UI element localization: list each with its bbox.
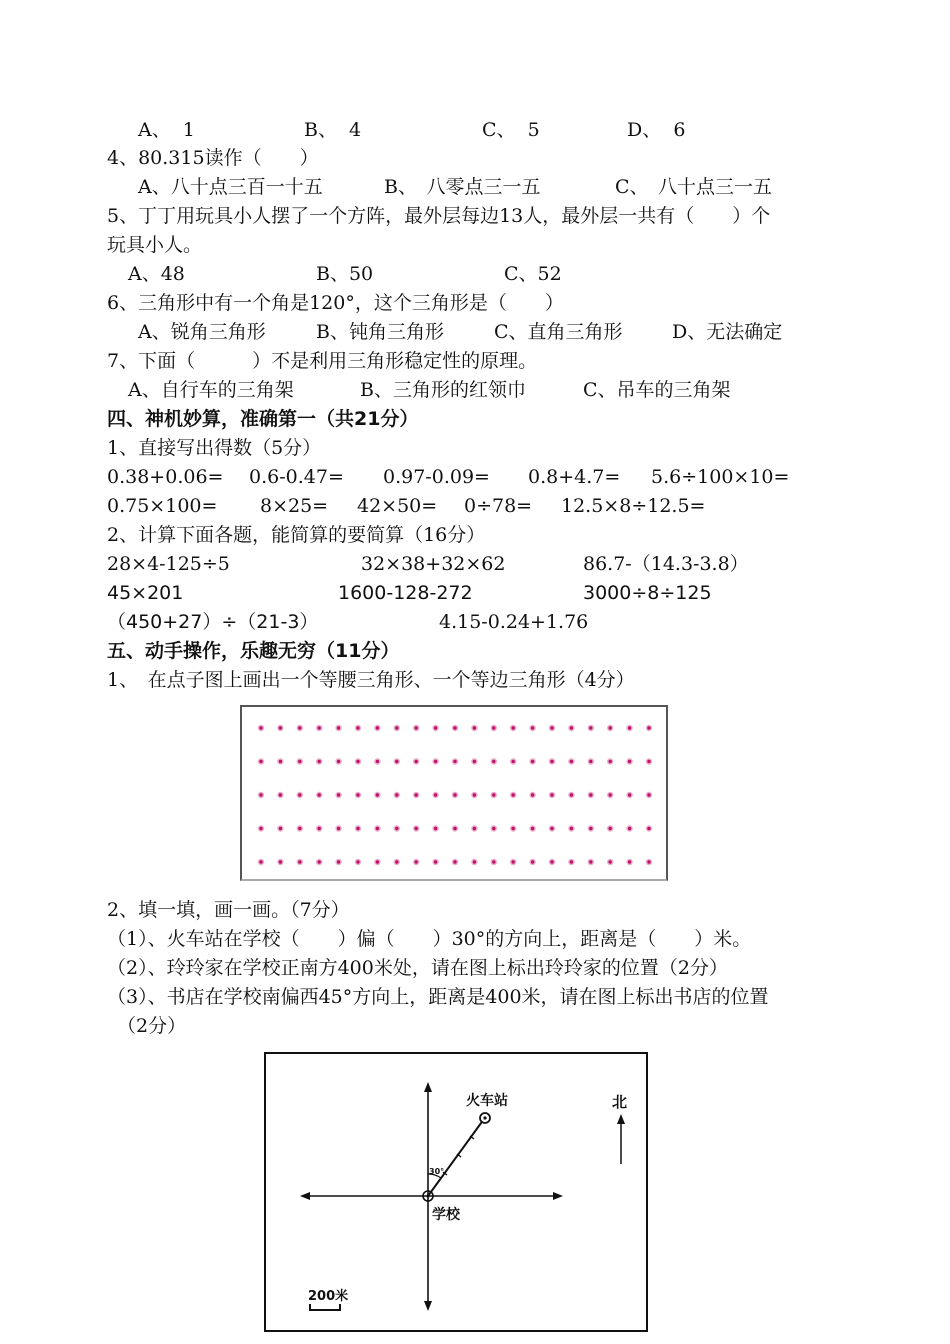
grid-dot[interactable] (298, 726, 301, 729)
oral-calc: 0÷78= (464, 495, 533, 517)
north-label: 北 (612, 1093, 628, 1111)
grid-dot[interactable] (531, 793, 534, 796)
grid-dot[interactable] (589, 860, 592, 863)
oral-calc: 12.5×8÷12.5= (561, 495, 706, 517)
q5-option-b: B、50 (316, 263, 374, 285)
oral-calc: 8×25= (260, 495, 329, 517)
grid-dot[interactable] (395, 793, 398, 796)
grid-dot[interactable] (395, 726, 398, 729)
grid-dot[interactable] (337, 827, 340, 830)
q4-stem: 4、80.315读作（ ） (107, 147, 319, 169)
grid-dot[interactable] (259, 793, 262, 796)
grid-dot[interactable] (589, 827, 592, 830)
section5-part2-title: 2、填一填，画一画。（7分） (107, 899, 350, 921)
q5-option-c: C、52 (504, 263, 562, 285)
q4-option-b: B、 八零点三一五 (384, 176, 541, 198)
grid-dot[interactable] (550, 760, 553, 763)
grid-dot[interactable] (434, 793, 437, 796)
grid-dot[interactable] (434, 760, 437, 763)
grid-dot[interactable] (609, 793, 612, 796)
grid-dot[interactable] (415, 793, 418, 796)
q5-stem-line1: 5、丁丁用玩具小人摆了一个方阵，最外层每边13人，最外层一共有（ ）个 (107, 205, 771, 227)
oral-calc: 42×50= (357, 495, 438, 517)
grid-dot[interactable] (376, 760, 379, 763)
grid-dot[interactable] (628, 793, 631, 796)
grid-dot[interactable] (434, 827, 437, 830)
grid-dot[interactable] (337, 760, 340, 763)
grid-dot[interactable] (647, 827, 650, 830)
grid-dot[interactable] (473, 793, 476, 796)
grid-dot[interactable] (356, 760, 359, 763)
grid-dot[interactable] (512, 760, 515, 763)
calc-problem: 1600-128-272 (338, 582, 473, 604)
section4-part1-title: 1、直接写出得数（5分） (107, 437, 322, 459)
oral-calc: 0.8+4.7= (528, 466, 621, 488)
grid-dot[interactable] (492, 793, 495, 796)
grid-dot[interactable] (337, 860, 340, 863)
grid-dot[interactable] (356, 793, 359, 796)
grid-dot[interactable] (512, 726, 515, 729)
grid-dot[interactable] (512, 793, 515, 796)
calc-problem: 3000÷8÷125 (583, 582, 712, 604)
grid-dot[interactable] (647, 726, 650, 729)
grid-dot[interactable] (609, 827, 612, 830)
section4-title: 四、神机妙算，准确第一（共21分） (107, 408, 419, 430)
grid-dot[interactable] (453, 793, 456, 796)
grid-dot[interactable] (259, 860, 262, 863)
grid-dot[interactable] (550, 827, 553, 830)
grid-dot[interactable] (531, 860, 534, 863)
grid-dot[interactable] (395, 760, 398, 763)
grid-dot[interactable] (550, 860, 553, 863)
west-arrowhead (300, 1192, 310, 1200)
q6-stem: 6、三角形中有一个角是120°，这个三角形是（ ） (107, 292, 564, 314)
grid-dot[interactable] (318, 793, 321, 796)
q7-option-a: A、自行车的三角架 (128, 379, 294, 401)
grid-dot[interactable] (647, 860, 650, 863)
grid-dot[interactable] (453, 860, 456, 863)
section4-part2-title: 2、计算下面各题，能简算的要简算（16分） (107, 524, 486, 546)
grid-dot[interactable] (453, 760, 456, 763)
grid-dot[interactable] (259, 726, 262, 729)
grid-dot[interactable] (434, 726, 437, 729)
grid-dot[interactable] (376, 827, 379, 830)
direction-map[interactable] (264, 1052, 648, 1332)
grid-dot[interactable] (298, 760, 301, 763)
q5-stem-line2: 玩具小人。 (107, 234, 203, 256)
calc-problem: 4.15-0.24+1.76 (439, 611, 589, 633)
grid-dot[interactable] (259, 827, 262, 830)
grid-dot[interactable] (376, 860, 379, 863)
oral-calc: 0.97-0.09= (383, 466, 490, 488)
grid-dot[interactable] (395, 827, 398, 830)
grid-dot[interactable] (337, 793, 340, 796)
grid-dot[interactable] (415, 760, 418, 763)
grid-dot[interactable] (647, 793, 650, 796)
grid-dot[interactable] (376, 793, 379, 796)
grid-dot[interactable] (531, 726, 534, 729)
calc-problem: 28×4-125÷5 (107, 553, 230, 575)
grid-dot[interactable] (356, 726, 359, 729)
station-direction-line (428, 1119, 484, 1196)
grid-dot[interactable] (473, 760, 476, 763)
q3-option-b: B、 4 (304, 119, 362, 141)
angle-label: 30° (429, 1167, 445, 1176)
calc-problem: （450+27）÷（21-3） (107, 611, 319, 633)
oral-calc: 0.38+0.06= (107, 466, 224, 488)
grid-dot[interactable] (647, 760, 650, 763)
grid-dot[interactable] (628, 726, 631, 729)
direction-map-svg (266, 1054, 646, 1330)
north-indicator-arrowhead (617, 1114, 625, 1124)
station-marker-center (483, 1116, 486, 1119)
q6-option-d: D、无法确定 (672, 321, 783, 343)
east-arrowhead (553, 1192, 563, 1200)
grid-dot[interactable] (492, 827, 495, 830)
grid-dot[interactable] (298, 860, 301, 863)
section5-part1-title: 1、 在点子图上画出一个等腰三角形、一个等边三角形（4分） (107, 669, 635, 691)
grid-dot[interactable] (453, 827, 456, 830)
grid-dot[interactable] (609, 760, 612, 763)
grid-dot[interactable] (570, 860, 573, 863)
grid-dot[interactable] (279, 793, 282, 796)
grid-dot[interactable] (628, 860, 631, 863)
calc-problem: 45×201 (107, 582, 184, 604)
dot-grid-svg (242, 707, 666, 879)
grid-dot[interactable] (492, 860, 495, 863)
grid-dot[interactable] (415, 726, 418, 729)
q3-option-d: D、 6 (627, 119, 686, 141)
map-question-3-line2: （2分） (117, 1015, 187, 1037)
section5-title: 五、动手操作，乐趣无穷（11分） (107, 640, 400, 662)
grid-dot[interactable] (628, 827, 631, 830)
grid-dot[interactable] (473, 860, 476, 863)
calc-problem: 32×38+32×62 (361, 553, 506, 575)
q7-stem: 7、下面（ ）不是利用三角形稳定性的原理。 (107, 350, 538, 372)
grid-dot[interactable] (376, 726, 379, 729)
oral-calc: 0.6-0.47= (249, 466, 344, 488)
grid-dot[interactable] (259, 760, 262, 763)
grid-dot[interactable] (531, 760, 534, 763)
q6-option-a: A、锐角三角形 (138, 321, 266, 343)
grid-dot[interactable] (453, 726, 456, 729)
grid-dot[interactable] (318, 760, 321, 763)
q3-option-a: A、 1 (138, 119, 195, 141)
map-question-3-line1: （3）、书店在学校南偏西45°方向上，距离是400米，请在图上标出书店的位置 (107, 986, 769, 1008)
grid-dot[interactable] (531, 827, 534, 830)
q7-option-b: B、三角形的红领巾 (360, 379, 526, 401)
oral-calc: 0.75×100= (107, 495, 218, 517)
q7-option-c: C、吊车的三角架 (583, 379, 731, 401)
grid-dot[interactable] (492, 760, 495, 763)
q4-option-a: A、八十点三百一十五 (138, 176, 323, 198)
grid-dot[interactable] (512, 860, 515, 863)
grid-dot[interactable] (318, 726, 321, 729)
calc-problem: 86.7-（14.3-3.8） (583, 553, 749, 575)
grid-dot[interactable] (279, 860, 282, 863)
grid-dot[interactable] (512, 827, 515, 830)
grid-dot[interactable] (279, 827, 282, 830)
grid-dot[interactable] (492, 726, 495, 729)
grid-dot[interactable] (356, 860, 359, 863)
scale-label: 200米 (308, 1289, 349, 1304)
q5-option-a: A、48 (128, 263, 185, 285)
grid-dot[interactable] (356, 827, 359, 830)
grid-dot[interactable] (279, 760, 282, 763)
grid-dot[interactable] (473, 827, 476, 830)
grid-dot[interactable] (570, 827, 573, 830)
grid-dot[interactable] (589, 793, 592, 796)
grid-dot[interactable] (395, 860, 398, 863)
south-arrowhead (424, 1301, 432, 1311)
q6-option-b: B、钝角三角形 (316, 321, 444, 343)
grid-dot[interactable] (570, 726, 573, 729)
grid-dot[interactable] (279, 726, 282, 729)
north-arrowhead (424, 1082, 432, 1092)
grid-dot[interactable] (589, 760, 592, 763)
grid-dot[interactable] (318, 860, 321, 863)
dot-grid-canvas[interactable] (240, 705, 668, 881)
map-question-1: （1）、火车站在学校（ ）偏（ ）30°的方向上，距离是（ ）米。 (107, 928, 752, 950)
grid-dot[interactable] (609, 860, 612, 863)
grid-dot[interactable] (550, 726, 553, 729)
grid-dot[interactable] (415, 860, 418, 863)
grid-dot[interactable] (589, 726, 592, 729)
grid-dot[interactable] (570, 760, 573, 763)
grid-dot[interactable] (318, 827, 321, 830)
scale-bar (310, 1304, 340, 1310)
school-label: 学校 (432, 1207, 460, 1223)
map-question-2: （2）、玲玲家在学校正南方400米处，请在图上标出玲玲家的位置（2分） (107, 957, 728, 979)
grid-dot[interactable] (473, 726, 476, 729)
grid-dot[interactable] (550, 793, 553, 796)
station-label: 火车站 (466, 1093, 508, 1109)
grid-dot[interactable] (570, 793, 573, 796)
grid-dot[interactable] (609, 726, 612, 729)
q3-option-c: C、 5 (482, 119, 540, 141)
grid-dot[interactable] (337, 726, 340, 729)
q6-option-c: C、直角三角形 (494, 321, 623, 343)
oral-calc: 5.6÷100×10= (651, 466, 790, 488)
q4-option-c: C、 八十点三一五 (615, 176, 773, 198)
grid-dot[interactable] (298, 793, 301, 796)
grid-dot[interactable] (298, 827, 301, 830)
grid-dot[interactable] (434, 860, 437, 863)
grid-dot[interactable] (628, 760, 631, 763)
grid-dot[interactable] (415, 827, 418, 830)
